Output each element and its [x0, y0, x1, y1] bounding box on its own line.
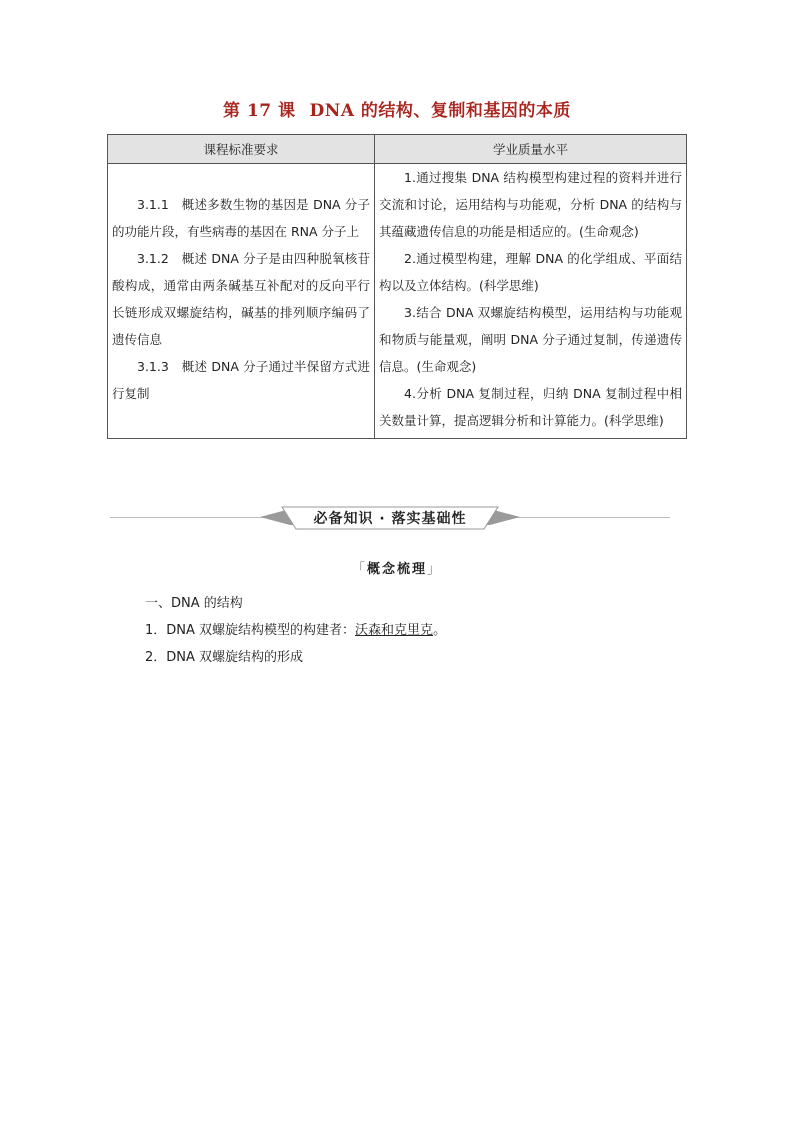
concept-label: 概念梳理 [366, 562, 427, 577]
table-row [108, 164, 687, 439]
quality-item: 2.通过模型构建，理解 DNA 的化学组成、平面结构以及立体结构。(科学思维) [379, 251, 682, 293]
header-quality-level: 学业质量水平 [375, 135, 687, 164]
concept-bracket-close: 」 [427, 562, 443, 577]
banner-rule-left [110, 517, 280, 518]
standard-item: 3.1.1 概述多数生物的基因是 DNA 分子的功能片段，有些病毒的基因在 RNA 分子上 [112, 197, 370, 239]
table-header-row [108, 135, 687, 164]
item1-suffix: 。 [433, 623, 447, 638]
section-heading: 一、DNA 的结构 [145, 596, 243, 611]
standards-table [107, 134, 687, 439]
standard-item: 3.1.3 概述 DNA 分子通过半保留方式进行复制 [112, 359, 370, 401]
banner-rule-right [500, 517, 670, 518]
list-item: 2．DNA 双螺旋结构的形成 [145, 650, 304, 665]
concept-heading [0, 558, 794, 577]
quality-level-cell [375, 164, 687, 439]
curriculum-standard-cell [108, 164, 375, 439]
item1-answer: 沃森和克里克 [355, 623, 434, 638]
lesson-number: 第 17 课 [223, 101, 296, 121]
list-item [145, 619, 446, 638]
lesson-topic: DNA 的结构、复制和基因的本质 [309, 101, 571, 121]
standard-item: 3.1.2 概述 DNA 分子是由四种脱氧核苷酸构成，通常由两条碱基互补配对的反向平行长链形成双螺旋结构，碱基的排列顺序编码了遗传信息 [112, 251, 370, 347]
section-banner [110, 505, 670, 531]
lesson-title [0, 96, 794, 121]
quality-item: 1.通过搜集 DNA 结构模型构建过程的资料并进行交流和讨论，运用结构与功能观，分析 DNA 的结构与其蕴藏遗传信息的功能是相适应的。(生命观念) [379, 170, 682, 239]
concept-bracket-open: 「 [351, 562, 367, 577]
banner-label: 必备知识 · 落实基础性 [313, 511, 467, 527]
item1-prefix: 1．DNA 双螺旋结构模型的构建者： [145, 623, 356, 638]
header-curriculum-standard: 课程标准要求 [108, 135, 375, 164]
quality-item: 3.结合 DNA 双螺旋结构模型，运用结构与功能观和物质与能量观，阐明 DNA 分子通过复制，传递遗传信息。(生命观念) [379, 305, 682, 374]
quality-item: 4.分析 DNA 复制过程，归纳 DNA 复制过程中相关数量计算，提高逻辑分析和计算能力。(科学思维) [379, 386, 682, 428]
